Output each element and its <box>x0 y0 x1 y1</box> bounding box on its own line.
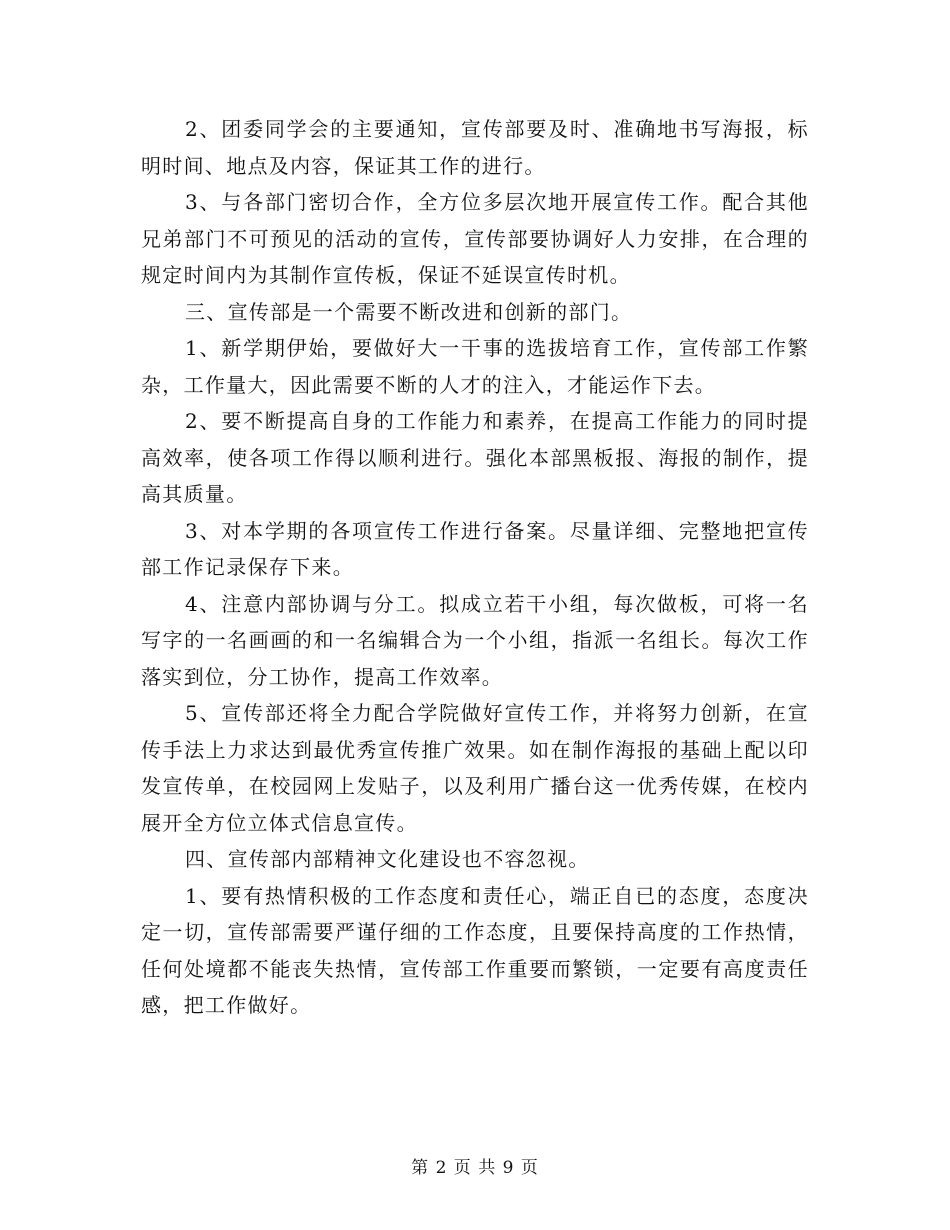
document-body <box>141 111 809 1024</box>
page-number-footer: 第 2 页 共 9 页 <box>411 1158 539 1178</box>
paragraph: 3、对本学期的各项宣传工作进行备案。尽量详细、完整地把宣传部工作记录保存下来。 <box>141 518 809 579</box>
paragraph: 5、宣传部还将全力配合学院做好宣传工作，并将努力创新，在宣传手法上力求达到最优秀宣传推广效果。如在制作海报的基础上配以印发宣传单，在校园网上发贴子，以及利用广播台这一优秀传媒，在校内展开全方位立体式信息宣传。 <box>141 701 809 835</box>
paragraph: 1、新学期伊始，要做好大一干事的选拔培育工作，宣传部工作繁杂，工作量大，因此需要不断的人才的注入，才能运作下去。 <box>141 336 809 397</box>
paragraph: 1、要有热情积极的工作态度和责任心，端正自已的态度，态度决定一切，宣传部需要严谨仔细的工作态度，且要保持高度的工作热情，任何处境都不能丧失热情，宣传部工作重要而繁锁，一定要有高度责任感，把工作做好。 <box>141 883 809 1017</box>
paragraph: 2、团委同学会的主要通知，宣传部要及时、准确地书写海报，标明时间、地点及内容，保证其工作的进行。 <box>141 117 809 178</box>
section-heading: 三、宣传部是一个需要不断改进和创新的部门。 <box>185 299 633 324</box>
paragraph: 2、要不断提高自身的工作能力和素养，在提高工作能力的同时提高效率，使各项工作得以顺利进行。强化本部黑板报、海报的制作，提高其质量。 <box>141 409 809 506</box>
paragraph: 3、与各部门密切合作，全方位多层次地开展宣传工作。配合其他兄弟部门不可预见的活动的宣传，宣传部要协调好人力安排，在合理的规定时间内为其制作宣传板，保证不延误宣传时机。 <box>141 190 809 287</box>
paragraph: 4、注意内部协调与分工。拟成立若干小组，每次做板，可将一名写字的一名画画的和一名编辑合为一个小组，指派一名组长。每次工作落实到位，分工协作，提高工作效率。 <box>141 591 809 689</box>
section-heading: 四、宣传部内部精神文化建设也不容忽视。 <box>185 847 590 871</box>
